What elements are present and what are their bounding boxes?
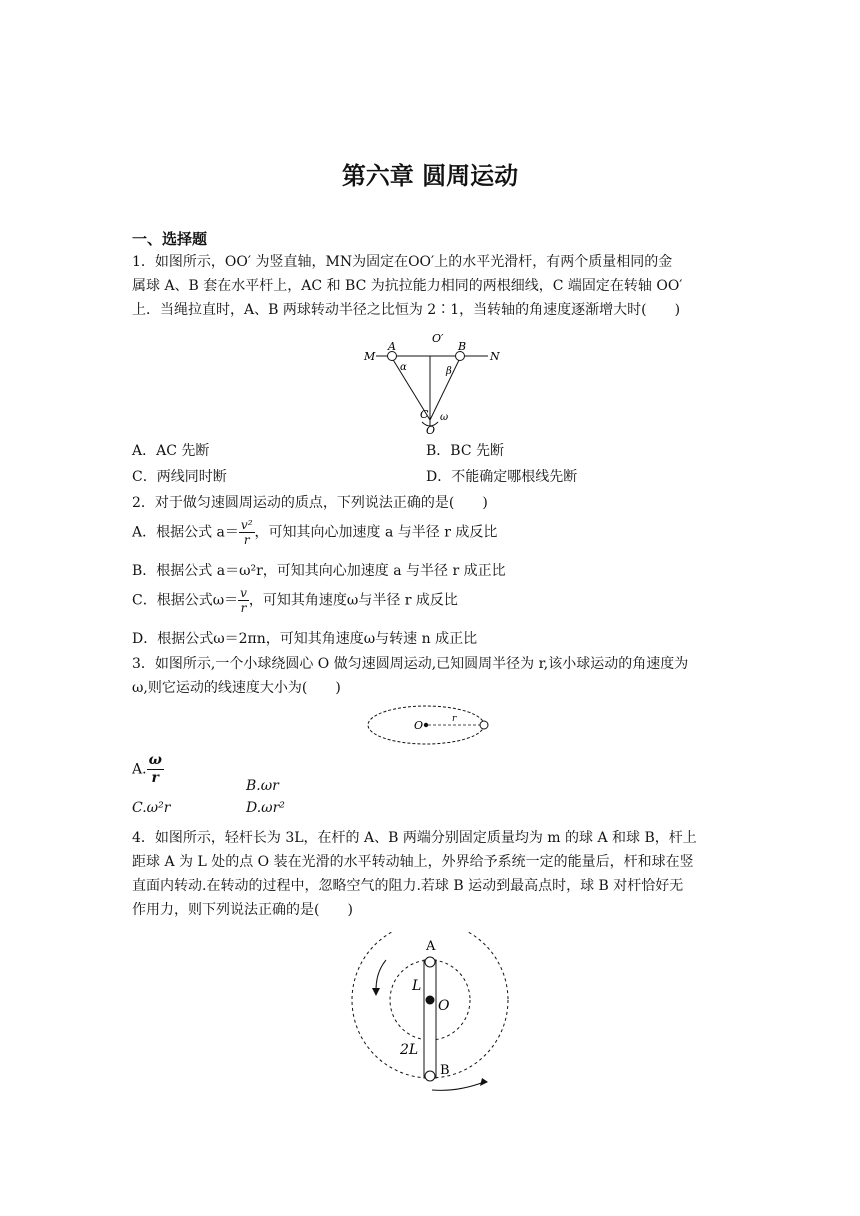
q2-option-c [132,586,458,615]
q2-c-fraction [238,586,249,615]
q4-line-4: 作用力，则下列说法正确的是( ) [132,902,353,918]
q4-line-2: 距球 A 为 L 处的点 O 装在光滑的水平转动轴上，外界给予系统一定的能量后，杆和球在竖 [132,854,694,870]
q1-line-2: 属球 A、B 套在水平杆上，AC 和 BC 为抗拉能力相同的两根细线，C 端固定在转轴 OO′ [132,278,683,294]
fig4-label-a: A [426,939,436,954]
q1-option-a: A．AC 先断 [132,443,210,459]
q4-line-1: 4．如图所示，轻杆长为 3L，在杆的 A、B 两端分别固定质量均为 m 的球 A 和球 B，杆上 [132,830,697,846]
q2-a-fraction [239,518,255,547]
q1-option-c: C．两线同时断 [132,469,227,485]
q4-figure [346,932,516,1102]
q3-a-denominator: r [151,770,159,786]
q1-figure [360,328,510,436]
q2-option-b: B．根据公式 a＝ω²r，可知其向心加速度 a 与半径 r 成正比 [132,563,506,579]
fig1-label-o: O [426,424,436,436]
q2-a-denominator: r [243,533,250,547]
fig1-label-o-prime: O′ [432,332,444,345]
q2-c-numerator: v [240,586,247,600]
q3-option-d: D.ωr² [246,800,285,816]
q4-line-3: 直面内转动.在转动的过程中，忽略空气的阻力.若球 B 运动到最高点时，球 B 对杆恰好无 [132,878,684,894]
q2-option-a [132,518,497,547]
fig1-label-c: C [420,408,429,421]
q1-line-3: 上．当绳拉直时，A、B 两球转动半径之比恒为 2∶1，当转轴的角速度逐渐增大时( ) [132,302,681,318]
q2-c-prefix: C．根据公式ω＝ [132,592,239,609]
fig4-label-2l: 2L [400,1042,419,1058]
fig3-label-r: r [452,714,457,724]
fig1-label-b: B [458,340,467,353]
fig1-label-a: A [388,340,396,353]
fig4-label-b: B [440,1063,450,1078]
fig1-label-n: N [490,350,500,363]
fig4-label-l: L [412,978,422,994]
q3-a-numerator: ω [148,752,162,768]
fig1-label-alpha: α [400,362,407,373]
section-heading: 一、选择题 [132,230,208,248]
fig3-label-o: O [414,719,424,732]
q1-option-d: D．不能确定哪根线先断 [426,469,578,485]
q3-a-prefix: A. [132,761,147,778]
fig1-label-beta: β [446,366,452,377]
q3-a-fraction [147,752,164,787]
q1-line-1: 1．如图所示，OO′ 为竖直轴，MN为固定在OO′上的水平光滑杆，有两个质量相同的金 [132,254,673,270]
question-3-stem [132,652,732,700]
q2-stem: 2．对于做匀速圆周运动的质点，下列说法正确的是( ) [132,495,488,511]
fig1-label-omega: ω [440,412,449,423]
fig1-label-m: M [364,350,376,363]
question-4-stem [132,826,732,922]
q3-option-c: C.ω²r [132,800,171,816]
q3-line-1: 3．如图所示,一个小球绕圆心 O 做匀速圆周运动,已知圆周半径为 r,该小球运动的角速度为 [132,656,689,672]
q2-a-numerator: v² [240,518,253,532]
page-title: 第六章 圆周运动 [341,162,519,190]
q2-option-d: D．根据公式ω＝2πn，可知其角速度ω与转速 n 成正比 [132,631,478,647]
q3-line-2: ω,则它运动的线速度大小为( ) [132,680,341,696]
q3-option-b: B.ωr [246,778,279,794]
q3-figure [364,702,494,748]
question-1-stem [132,250,732,322]
fig4-label-o: O [438,998,450,1014]
q2-a-prefix: A．根据公式 a＝ [132,524,239,541]
q3-option-a [132,752,164,787]
q2-a-suffix: ，可知其向心加速度 a 与半径 r 成反比 [254,524,498,541]
q2-c-suffix: ，可知其角速度ω与半径 r 成反比 [248,592,458,609]
q2-c-denominator: r [240,601,247,615]
q1-option-b: B．BC 先断 [426,443,504,459]
